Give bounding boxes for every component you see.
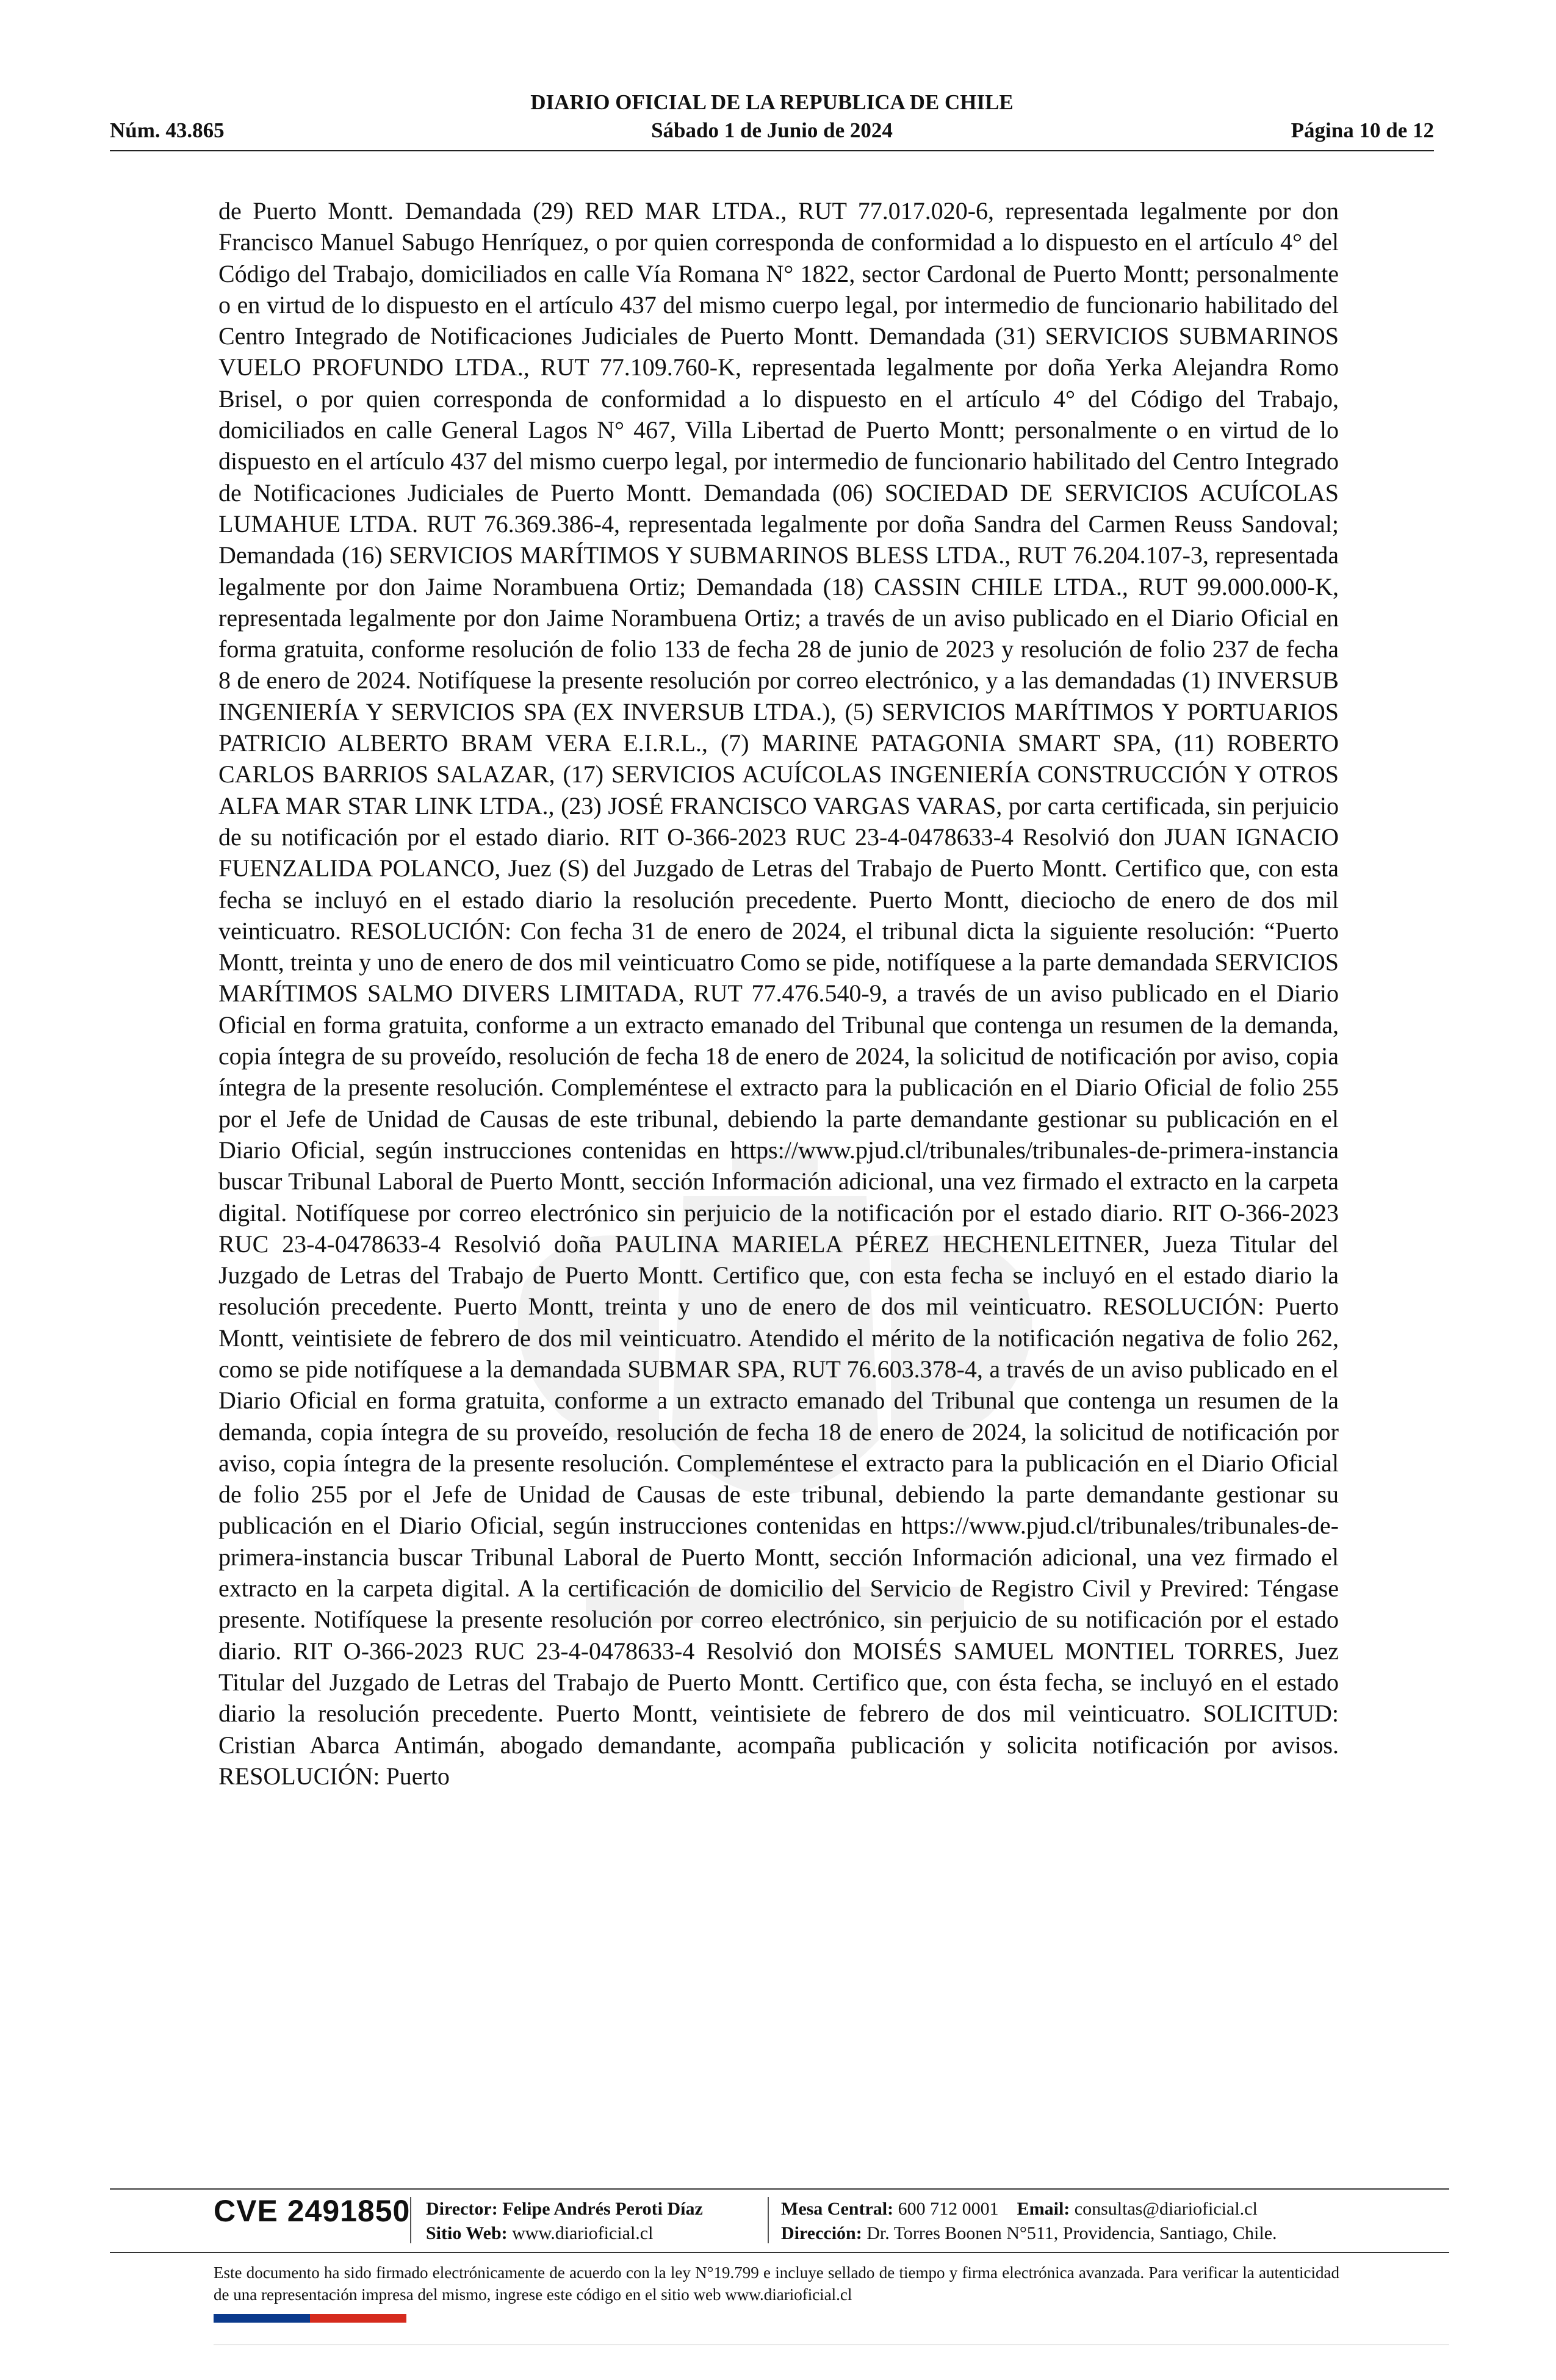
- director-name: Felipe Andrés Peroti Díaz: [502, 2199, 703, 2219]
- email-label: Email:: [1017, 2199, 1070, 2219]
- issue-number: Núm. 43.865: [110, 118, 225, 142]
- header-divider: [110, 150, 1434, 151]
- footer-divider-top: [110, 2188, 1449, 2190]
- flag-red-band: [310, 2314, 406, 2323]
- mesa-label: Mesa Central:: [781, 2199, 894, 2219]
- address-value: Dr. Torres Boonen N°511, Providencia, Santiago, Chile.: [866, 2223, 1277, 2243]
- signature-note: Este documento ha sido firmado electrónicamente de acuerdo con la ley N°19.799 e incluye sellado de tiempo y firma electrónica avanzada. Para verificar la autenticidad de una representación impresa del mismo, ingrese este código en el sitio web www.diarioficial.cl: [214, 2263, 1339, 2304]
- cve-code: CVE 2491850: [214, 2194, 411, 2228]
- footer-separator: [410, 2197, 411, 2243]
- email-link[interactable]: consultas@diarioficial.cl: [1074, 2199, 1258, 2219]
- site-label: Sitio Web:: [426, 2223, 508, 2243]
- director-label: Director:: [426, 2199, 498, 2219]
- address-label: Dirección:: [781, 2223, 862, 2243]
- footer-separator: [768, 2197, 769, 2243]
- director-block: [426, 2197, 703, 2246]
- mesa-phone: 600 712 0001: [898, 2199, 999, 2219]
- issue-date: Sábado 1 de Junio de 2024: [651, 118, 893, 142]
- body-text: de Puerto Montt. Demandada (29) RED MAR LTDA., RUT 77.017.020-6, representada legalmente por don Francisco Manuel Sabugo Henríquez, o por quien corresponda de conformidad a lo dispuesto en el artículo 4° del Código del Trabajo, domiciliados en calle Vía Romana N° 1822, sector Cardonal de Puerto Montt; personalmente o en virtud de lo dispuesto en el artículo 437 del mismo cuerpo legal, por intermedio de funcionario habilitado del Centro Integrado de Notificaciones Judiciales de Puerto Montt. Demandada (31) SERVICIOS SUBMARINOS VUELO PROFUNDO LTDA., RUT 77.109.760-K, representada legalmente por doña Yerka Alejandra Romo Brisel, o por quien corresponda de conformidad a lo dispuesto en el artículo 4° del Código del Trabajo, domiciliados en calle General Lagos N° 467, Villa Libertad de Puerto Montt; personalmente o en virtud de lo dispuesto en el artículo 437 del mismo cuerpo legal, por intermedio de funcionario habilitado del Centro Integrado de Notificaciones Judiciales de Puerto Montt. Demandada (06) SOCIEDAD DE SERVICIOS ACUÍCOLAS LUMAHUE LTDA. RUT 76.369.386-4, representada legalmente por doña Sandra del Carmen Reuss Sandoval; Demandada (16) SERVICIOS MARÍTIMOS Y SUBMARINOS BLESS LTDA., RUT 76.204.107-3, representada legalmente por don Jaime Norambuena Ortiz; Demandada (18) CASSIN CHILE LTDA., RUT 99.000.000-K, representada legalmente por don Jaime Norambuena Ortiz; a través de un aviso publicado en el Diario Oficial en forma gratuita, conforme resolución de folio 133 de fecha 28 de junio de 2023 y resolución de folio 237 de fecha 8 de enero de 2024. Notifíquese la presente resolución por correo electrónico, y a las demandadas (1) INVERSUB INGENIERÍA Y SERVICIOS SPA (EX INVERSUB LTDA.), (5) SERVICIOS MARÍTIMOS Y PORTUARIOS PATRICIO ALBERTO BRAM VERA E.I.R.L., (7) MARINE PATAGONIA SMART SPA, (11) ROBERTO CARLOS BARRIOS SALAZAR, (17) SERVICIOS ACUÍCOLAS INGENIERÍA CONSTRUCCIÓN Y OTROS ALFA MAR STAR LINK LTDA., (23) JOSÉ FRANCISCO VARGAS VARAS, por carta certificada, sin perjuicio de su notificación por el estado diario. RIT O-366-2023 RUC 23-4-0478633-4 Resolvió don JUAN IGNACIO FUENZALIDA POLANCO, Juez (S) del Juzgado de Letras del Trabajo de Puerto Montt. Certifico que, con esta fecha se incluyó en el estado diario la resolución precedente. Puerto Montt, dieciocho de enero de dos mil veinticuatro. RESOLUCIÓN: Con fecha 31 de enero de 2024, el tribunal dicta la siguiente resolución: “Puerto Montt, treinta y uno de enero de dos mil veinticuatro Como se pide, notifíquese a la parte demandada SERVICIOS MARÍTIMOS SALMO DIVERS LIMITADA, RUT 77.476.540-9, a través de un aviso publicado en el Diario Oficial en forma gratuita, conforme a un extracto emanado del Tribunal que contenga un resumen de la demanda, copia íntegra de su proveído, resolución de fecha 18 de enero de 2024, la solicitud de notificación por aviso, copia íntegra de la presente resolución. Compleméntese el extracto para la publicación en el Diario Oficial de folio 255 por el Jefe de Unidad de Causas de este tribunal, debiendo la parte demandante gestionar su publicación en el Diario Oficial, según instrucciones contenidas en https://www.pjud.cl/tribunales/tribunales-de-primera-instancia buscar Tribunal Laboral de Puerto Montt, sección Información adicional, una vez firmado el extracto en la carpeta digital. Notifíquese por correo electrónico sin perjuicio de la notificación por el estado diario. RIT O-366-2023 RUC 23-4-0478633-4 Resolvió doña PAULINA MARIELA PÉREZ HECHENLEITNER, Jueza Titular del Juzgado de Letras del Trabajo de Puerto Montt. Certifico que, con esta fecha se incluyó en el estado diario la resolución precedente. Puerto Montt, treinta y uno de enero de dos mil veinticuatro. RESOLUCIÓN: Puerto Montt, veintisiete de febrero de dos mil veinticuatro. Atendido el mérito de la notificación negativa de folio 262, como se pide notifíquese a la demandada SUBMAR SPA, RUT 76.603.378-4, a través de un aviso publicado en el Diario Oficial en forma gratuita, conforme a un extracto emanado del Tribunal que contenga un resumen de la demanda, copia íntegra de su proveído, resolución de fecha 18 de enero de 2024, la solicitud de notificación por aviso, copia íntegra de la presente resolución. Compleméntese el extracto para la publicación en el Diario Oficial de folio 255 por el Jefe de Unidad de Causas de este tribunal, debiendo la parte demandante gestionar su publicación en el Diario Oficial, según instrucciones contenidas en https://www.pjud.cl/tribunales/tribunales-de-primera-instancia buscar Tribunal Laboral de Puerto Montt, sección Información adicional, una vez firmado el extracto en la carpeta digital. A la certificación de domicilio del Servicio de Registro Civil y Previred: Téngase presente. Notifíquese la presente resolución por correo electrónico, sin perjuicio de su notificación por el estado diario. RIT O-366-2023 RUC 23-4-0478633-4 Resolvió don MOISÉS SAMUEL MONTIEL TORRES, Juez Titular del Juzgado de Letras del Trabajo de Puerto Montt. Certifico que, con ésta fecha, se incluyó en el estado diario la resolución precedente. Puerto Montt, veintisiete de febrero de dos mil veinticuatro. SOLICITUD: Cristian Abarca Antimán, abogado demandante, acompaña publicación y solicita notificación por avisos. RESOLUCIÓN: Puerto: [218, 197, 1339, 1790]
- page-header: [110, 90, 1434, 154]
- publication-title: DIARIO OFICIAL DE LA REPUBLICA DE CHILE: [530, 90, 1014, 114]
- site-link[interactable]: www.diarioficial.cl: [512, 2223, 654, 2243]
- page-number: Página 10 de 12: [1291, 118, 1434, 142]
- footer-divider-mid: [110, 2252, 1449, 2253]
- flag-blue-band: [214, 2314, 310, 2323]
- contact-block: [781, 2197, 1277, 2246]
- flag-stripe: [214, 2314, 406, 2323]
